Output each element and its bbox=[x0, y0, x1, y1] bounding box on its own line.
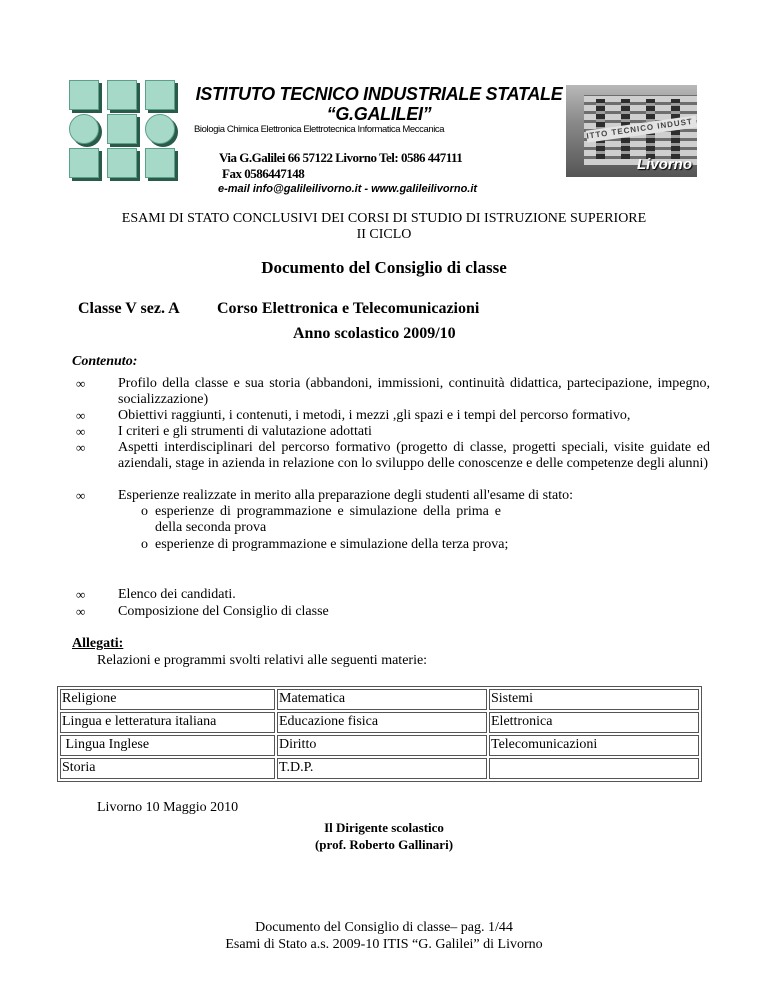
bullet-icon: ∞ bbox=[76, 376, 86, 391]
table-row bbox=[60, 735, 699, 756]
principal-title: Il Dirigente scolastico bbox=[324, 820, 444, 835]
subjects-table bbox=[57, 686, 702, 782]
school-fax: Fax 0586447148 bbox=[222, 166, 305, 181]
table-cell: Religione bbox=[60, 689, 275, 710]
bullet-icon: ∞ bbox=[76, 587, 86, 602]
footer-page: Documento del Consiglio di classe– pag. 1/44 bbox=[255, 920, 513, 935]
document-title: Documento del Consiglio di classe bbox=[261, 258, 507, 277]
school-subjects: Biologia Chimica Elettronica Elettrotecnica Informatica Meccanica bbox=[194, 124, 445, 135]
table-row bbox=[60, 689, 699, 710]
bullet-icon: ∞ bbox=[76, 604, 86, 619]
table-row bbox=[60, 758, 699, 779]
table-cell: Sistemi bbox=[489, 689, 699, 710]
school-logo bbox=[69, 80, 181, 176]
attachments-intro: Relazioni e programmi svolti relativi alle seguenti materie: bbox=[97, 653, 428, 668]
school-year: Anno scolastico 2009/10 bbox=[293, 325, 456, 342]
bullet-icon: ∞ bbox=[76, 408, 86, 423]
course-label: Corso Elettronica e Telecomunicazioni bbox=[217, 300, 480, 317]
circle-bullet-icon: o bbox=[141, 504, 148, 519]
table-cell: T.D.P. bbox=[277, 758, 487, 779]
table-cell: Storia bbox=[60, 758, 275, 779]
table-cell: Telecomunicazioni bbox=[489, 735, 699, 756]
class-label: Classe V sez. A bbox=[78, 300, 180, 317]
school-address: Via G.Galilei 66 57122 Livorno Tel: 0586 447111 bbox=[219, 150, 463, 165]
footer-school: Esami di Stato a.s. 2009-10 ITIS “G. Galilei” di Livorno bbox=[225, 937, 543, 952]
table-cell: Diritto bbox=[277, 735, 487, 756]
table-cell bbox=[489, 758, 699, 779]
esami-heading-line2: II CICLO bbox=[356, 227, 412, 242]
photo-sign: ITTO TECNICO INDUST bbox=[586, 115, 697, 142]
school-contacts: e-mail info@galileilivorno.it - www.galileilivorno.it bbox=[218, 183, 478, 195]
photo-city-label: Livorno bbox=[637, 156, 692, 173]
attachments-heading: Allegati: bbox=[72, 636, 124, 651]
table-cell: Lingua Inglese bbox=[60, 735, 275, 756]
contents-heading: Contenuto: bbox=[72, 354, 138, 369]
bullet-icon: ∞ bbox=[76, 440, 86, 455]
table-cell: Lingua e letteratura italiana bbox=[60, 712, 275, 733]
table-row bbox=[60, 712, 699, 733]
principal-name: (prof. Roberto Gallinari) bbox=[314, 837, 454, 852]
circle-bullet-icon: o bbox=[141, 537, 148, 552]
esami-heading-line1: ESAMI DI STATO CONCLUSIVI DEI CORSI DI STUDIO DI ISTRUZIONE SUPERIORE bbox=[121, 211, 647, 226]
school-building-photo bbox=[566, 85, 697, 177]
table-cell: Elettronica bbox=[489, 712, 699, 733]
school-name: ISTITUTO TECNICO INDUSTRIALE STATALE “G.GALILEI” bbox=[195, 84, 563, 124]
bullet-icon: ∞ bbox=[76, 424, 86, 439]
bullet-icon: ∞ bbox=[76, 488, 86, 503]
table-cell: Educazione fisica bbox=[277, 712, 487, 733]
table-cell: Matematica bbox=[277, 689, 487, 710]
place-date: Livorno 10 Maggio 2010 bbox=[97, 800, 239, 815]
